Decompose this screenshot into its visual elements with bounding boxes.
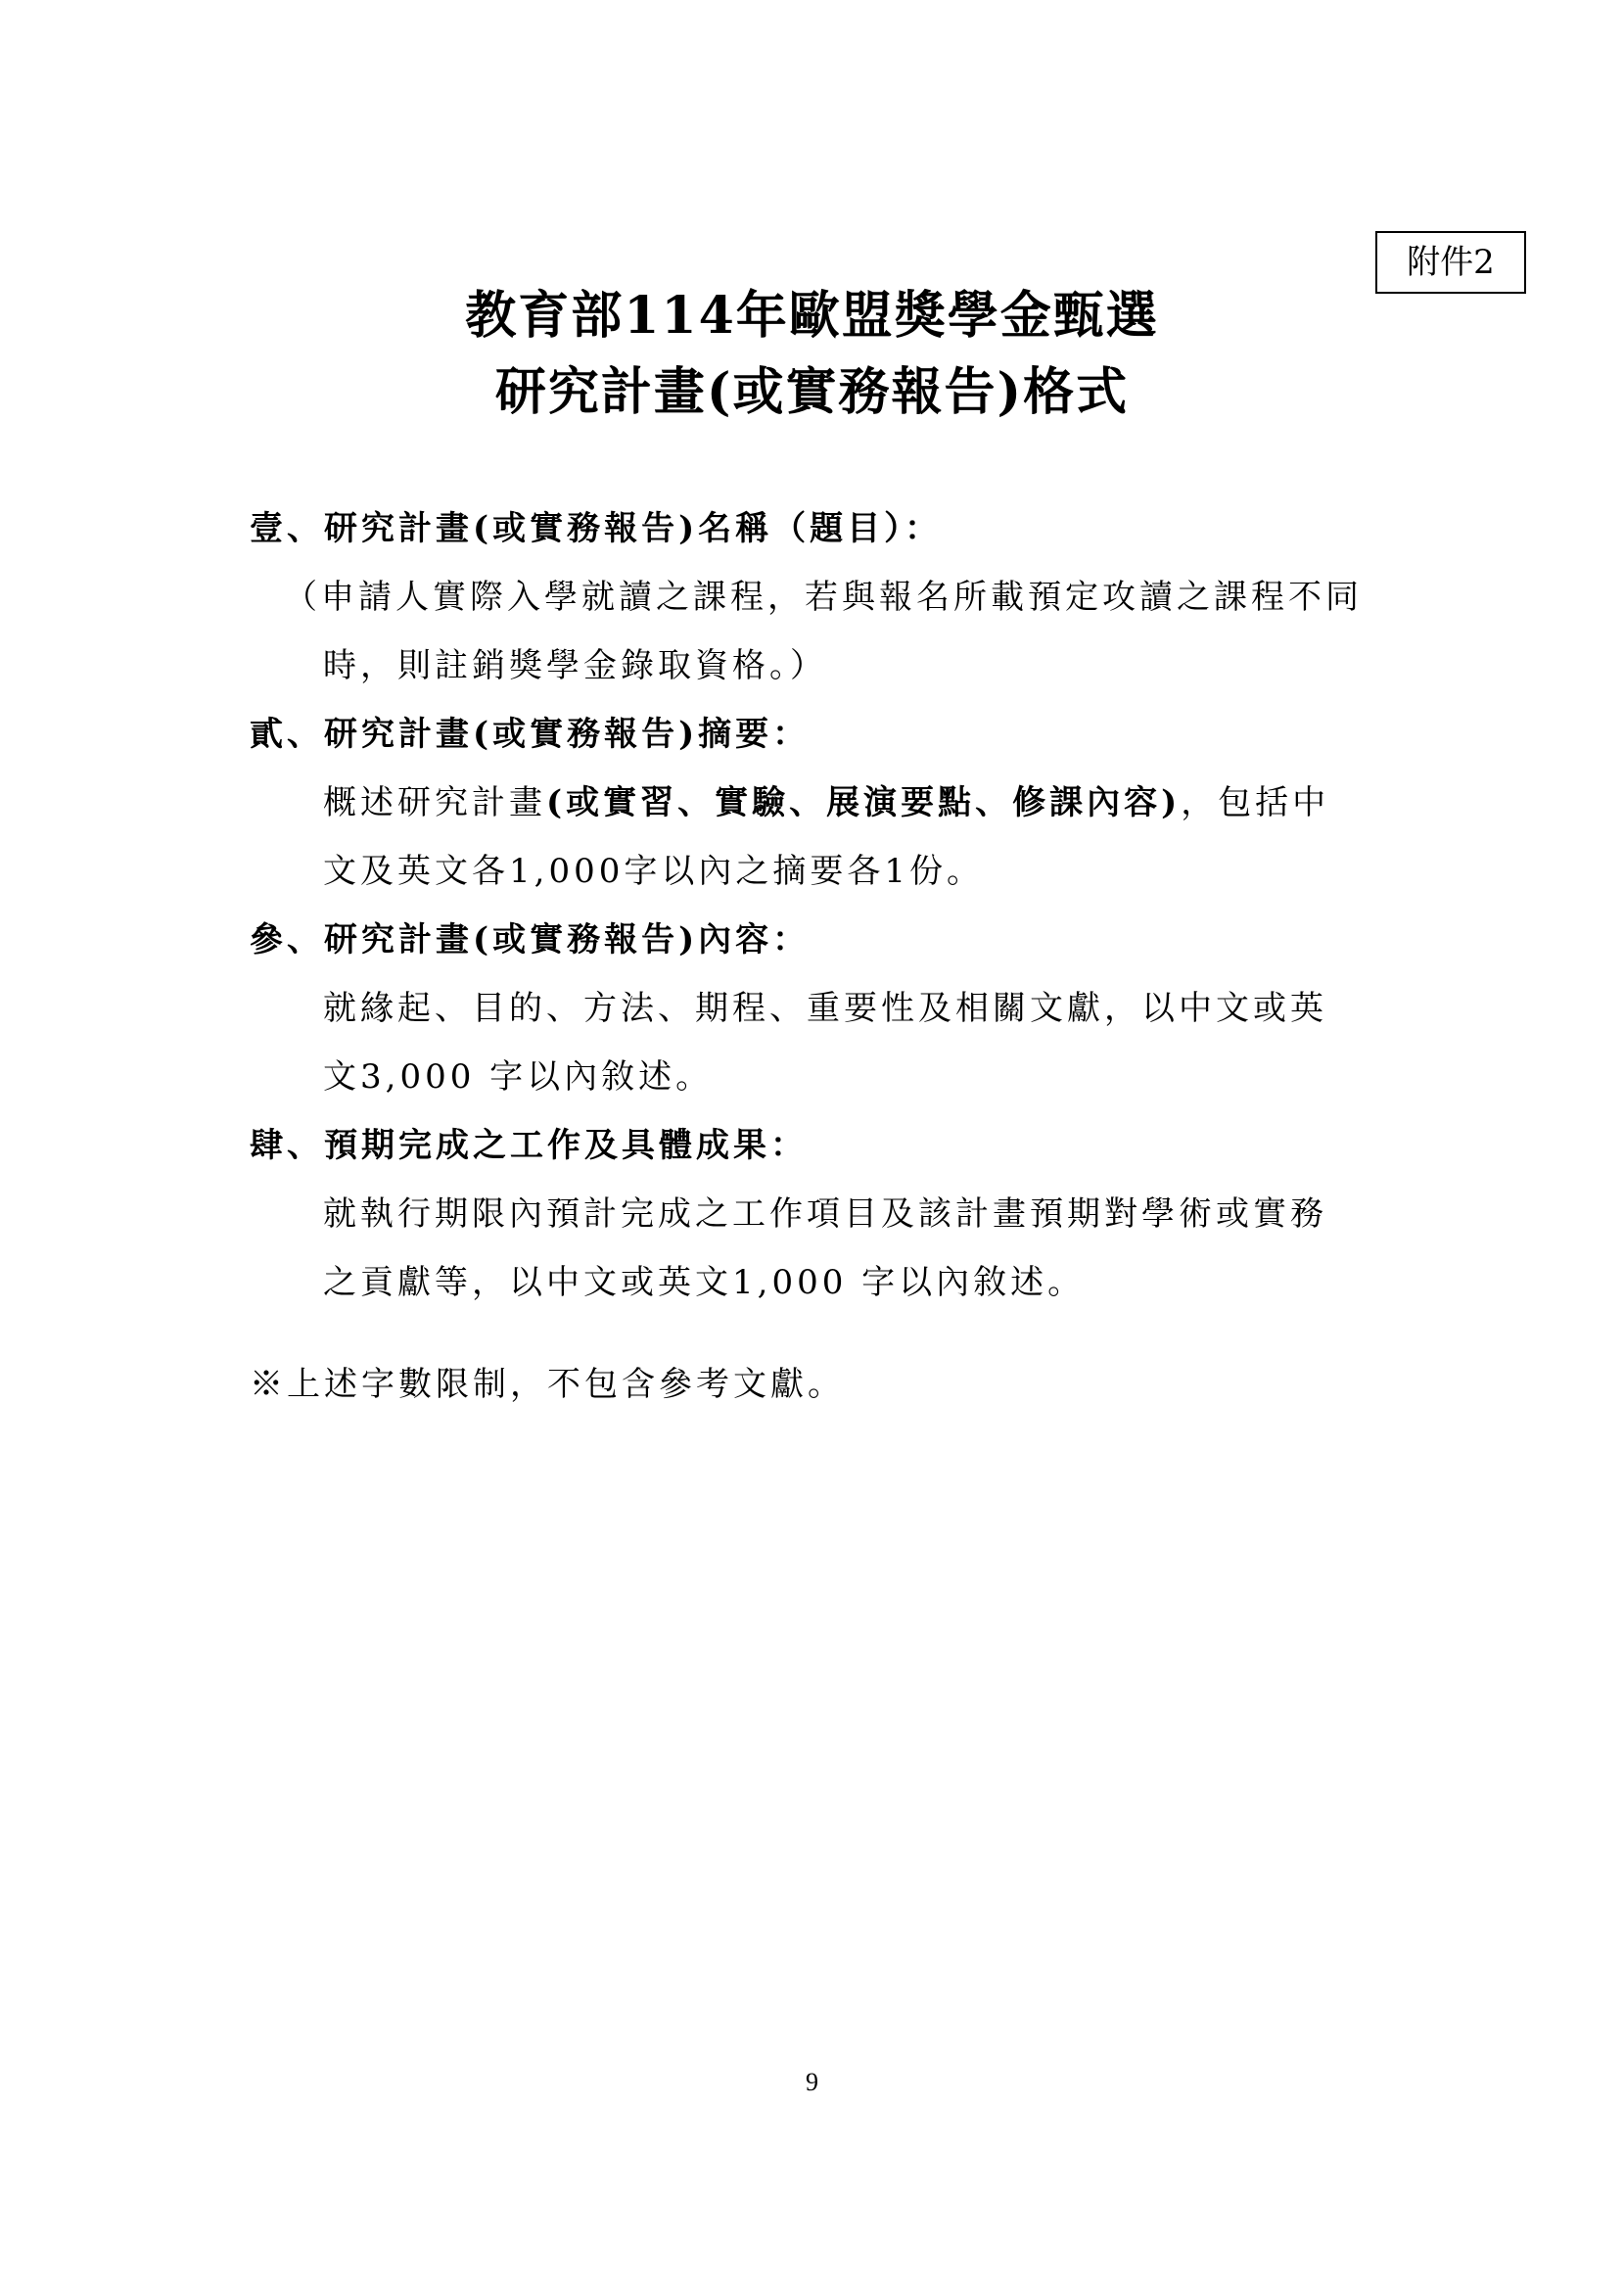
attachment-label: 附件2 (1375, 231, 1526, 294)
page-number: 9 (806, 2068, 818, 2096)
section4-heading: 肆、預期完成之工作及具體成果： (250, 1126, 808, 1165)
section4-body-line2: 之貢獻等，以中文或英文1,000 字以內敘述。 (323, 1263, 1086, 1302)
section2-body-prefix: 概述研究計畫 (323, 783, 546, 822)
section2-body-suffix: ，包括中 (1181, 783, 1330, 822)
page-title: 教育部114年歐盟獎學金甄選 (465, 286, 1159, 346)
section3-heading: 參、研究計畫(或實務報告)內容： (250, 920, 811, 959)
section3-body-line1: 就緣起、目的、方法、期程、重要性及相關文獻，以中文或英 (323, 989, 1327, 1028)
section1-note-line1: （申請人實際入學就讀之課程，若與報名所載預定攻讀之課程不同 (284, 578, 1363, 617)
section2-body-bold: (或實習、實驗、展演要點、修課內容) (546, 783, 1182, 822)
section4-body-line1: 就執行期限內預計完成之工作項目及該計畫預期對學術或實務 (323, 1194, 1327, 1234)
section1-note-line2: 時，則註銷獎學金錄取資格。） (323, 646, 827, 685)
section3-body-line2: 文3,000 字以內敘述。 (323, 1057, 714, 1097)
section2-body-line2: 文及英文各1,000字以內之摘要各1份。 (323, 852, 984, 891)
section2-body-line1 (323, 775, 1329, 823)
section1-heading: 壹、研究計畫(或實務報告)名稱（題目）： (250, 509, 943, 548)
page-subtitle: 研究計畫(或實務報告)格式 (494, 362, 1130, 422)
word-limit-note: ※上述字數限制，不包含參考文獻。 (250, 1365, 845, 1404)
section2-heading: 貳、研究計畫(或實務報告)摘要： (250, 715, 811, 754)
